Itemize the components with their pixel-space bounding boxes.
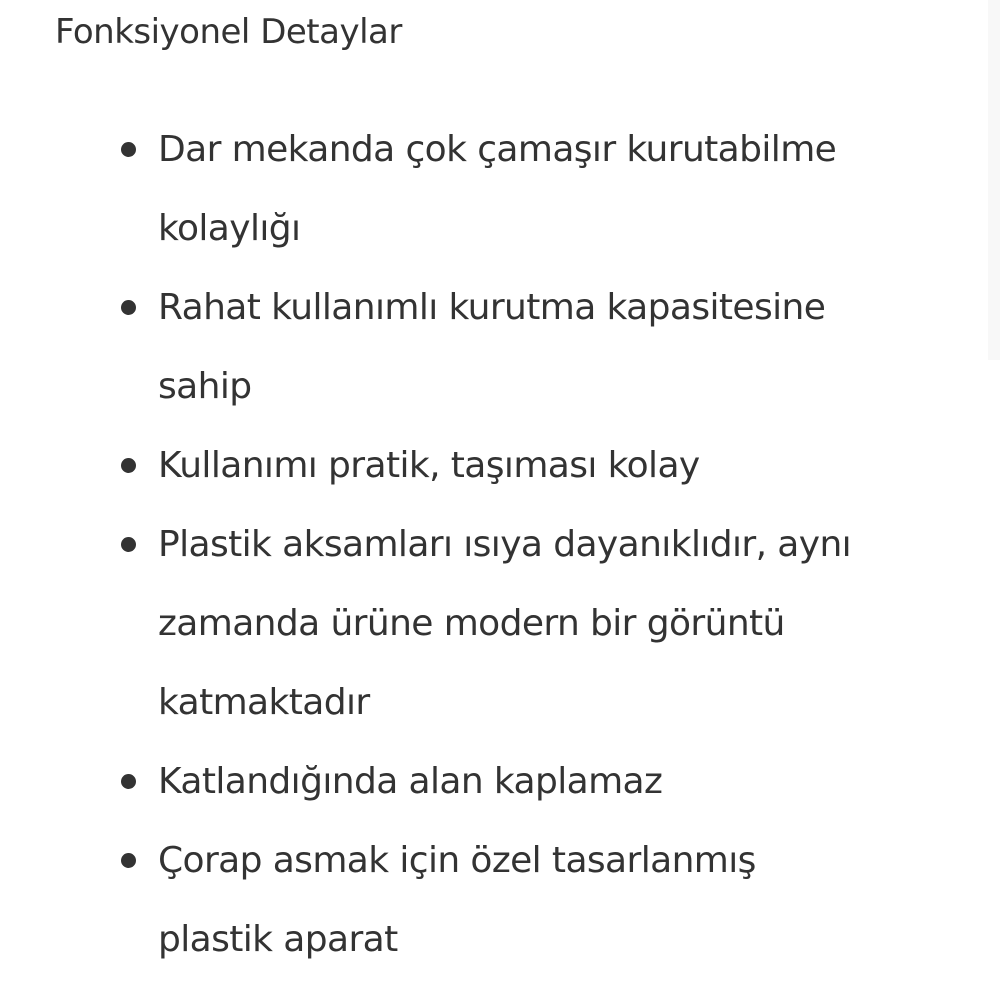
section-title: Fonksiyonel Detaylar xyxy=(55,12,402,52)
feature-text: Kullanımı pratik, taşıması kolay xyxy=(158,445,700,486)
bullet-dot-icon xyxy=(121,774,136,789)
bullet-dot-icon xyxy=(121,142,136,157)
feature-text: Katlandığında alan kaplamaz xyxy=(158,761,663,802)
bullet-dot-icon xyxy=(121,458,136,473)
list-item xyxy=(0,268,1000,426)
feature-list xyxy=(0,110,1000,979)
list-item xyxy=(0,742,1000,821)
feature-text: Rahat kullanımlı kurutma kapasitesine sahip xyxy=(158,287,826,407)
bullet-dot-icon xyxy=(121,300,136,315)
list-item xyxy=(0,821,1000,979)
bullet-dot-icon xyxy=(121,853,136,868)
list-item xyxy=(0,505,1000,742)
feature-text: Dar mekanda çok çamaşır kurutabilme kolaylığı xyxy=(158,129,837,249)
list-item xyxy=(0,110,1000,268)
list-item xyxy=(0,426,1000,505)
feature-text: Çorap asmak için özel tasarlanmış plastik aparat xyxy=(158,840,756,960)
bullet-dot-icon xyxy=(121,537,136,552)
scrollbar-track[interactable] xyxy=(988,0,1000,360)
feature-text: Plastik aksamları ısıya dayanıklıdır, aynı zamanda ürüne modern bir görüntü katmaktadır xyxy=(158,524,852,723)
